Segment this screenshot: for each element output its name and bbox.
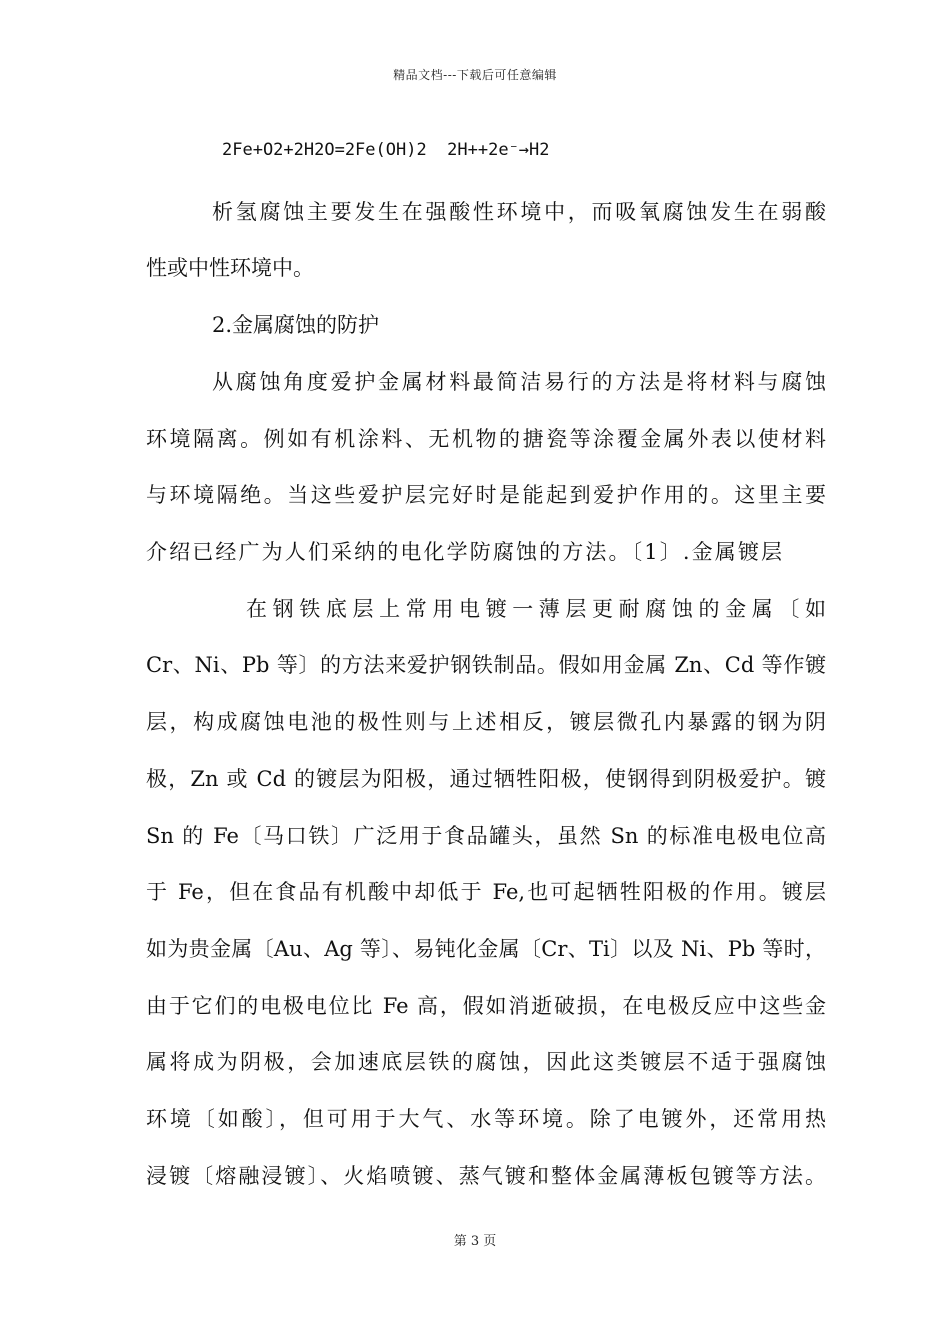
paragraph-line: 在钢铁底层上常用电镀一薄层更耐腐蚀的金属〔如	[246, 597, 826, 621]
paragraph-line: 极，Zn 或 Cd 的镀层为阳极，通过牺牲阳极，使钢得到阴极爱护。镀	[146, 767, 826, 791]
paragraph-line: 性或中性环境中。	[146, 256, 314, 280]
page-header: 精品文档---下载后可任意编辑	[393, 68, 557, 82]
page-number: 第 3 页	[453, 1234, 497, 1249]
paragraph-line: 从腐蚀角度爱护金属材料最简洁易行的方法是将材料与腐蚀	[212, 370, 826, 394]
paragraph-line: 属将成为阴极，会加速底层铁的腐蚀，因此这类镀层不适于强腐蚀	[146, 1050, 826, 1074]
paragraph-line: 如为贵金属〔Au、Ag 等〕、易钝化金属〔Cr、Ti〕以及 Ni、Pb 等时，	[146, 937, 826, 961]
paragraph-line: 析氢腐蚀主要发生在强酸性环境中，而吸氧腐蚀发生在弱酸	[212, 200, 826, 224]
paragraph-line: 于 Fe，但在食品有机酸中却低于 Fe,也可起牺牲阳极的作用。镀层	[146, 880, 826, 904]
paragraph-line: 与环境隔绝。当这些爱护层完好时是能起到爱护作用的。这里主要	[146, 483, 826, 507]
paragraph-line: Cr、Ni、Pb 等〕的方法来爱护钢铁制品。假如用金属 Zn、Cd 等作镀	[146, 653, 826, 677]
paragraph-line: Sn 的 Fe〔马口铁〕广泛用于食品罐头，虽然 Sn 的标准电极电位高	[146, 824, 826, 848]
paragraph-line: 环境〔如酸〕，但可用于大气、水等环境。除了电镀外，还常用热	[146, 1107, 826, 1131]
paragraph-line: 环境隔离。例如有机涂料、无机物的搪瓷等涂覆金属外表以使材料	[146, 427, 826, 451]
paragraph-line: 层，构成腐蚀电池的极性则与上述相反，镀层微孔内暴露的钢为阴	[146, 710, 826, 734]
paragraph-line: 浸镀〔熔融浸镀〕、火焰喷镀、蒸气镀和整体金属薄板包镀等方法。	[146, 1164, 826, 1188]
chemical-formula: 2Fe+O2+2H2O=2Fe(OH)2 2H++2e⁻→H2	[222, 140, 550, 160]
paragraph-line: 由于它们的电极电位比 Fe 高，假如消逝破损，在电极反应中这些金	[146, 994, 826, 1018]
paragraph-line: 介绍已经广为人们采纳的电化学防腐蚀的方法。〔1〕.金属镀层	[146, 540, 782, 564]
section-heading: 2.金属腐蚀的防护	[212, 313, 380, 337]
